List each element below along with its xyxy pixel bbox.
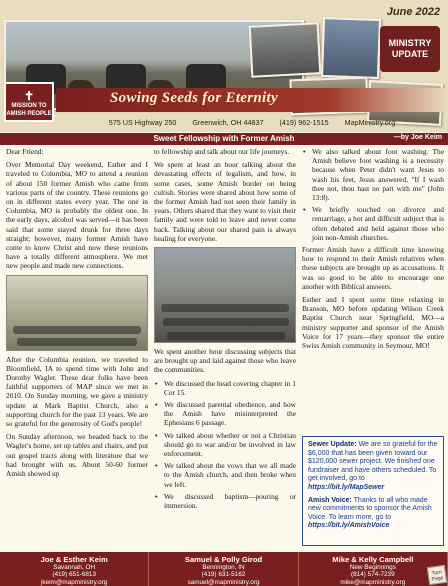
contact-phone: (419) 651-6813	[52, 571, 97, 579]
contact-name: Samuel & Polly Girod	[184, 555, 263, 564]
contact-city: New Beginnings	[349, 564, 396, 571]
greeting: Dear Friend:	[6, 147, 44, 156]
contacts-footer	[0, 552, 448, 586]
article-title-bar	[0, 133, 448, 145]
ministry-update-badge: MINISTRY UPDATE	[380, 26, 440, 72]
contact-name: Mike & Kelly Campbell	[332, 555, 414, 564]
list-item: • We talked about the vows that we all made to the Amish church, and then broke when we left.	[154, 461, 296, 489]
phone-number: (419) 962-1515	[279, 117, 329, 127]
amish-voice-title: Amish Voice:	[308, 496, 352, 504]
turn-page-corner[interactable]: Turn Page	[427, 565, 447, 585]
contact-city: Bennington, IN	[202, 564, 245, 571]
contact-name: Joe & Esther Keim	[40, 555, 108, 564]
masthead	[0, 0, 448, 132]
congregation-photo	[321, 17, 381, 79]
group-photo	[249, 22, 322, 78]
list-item: • We discussed baptism—pouring or immersion.	[154, 492, 296, 510]
address-bar	[56, 114, 448, 130]
paragraph: to fellowship and talk about our life journeys.	[154, 147, 290, 156]
city-state: Greenwich, OH 44837	[192, 117, 264, 127]
paragraph: After the Columbia reunion, we traveled to Bloomfield, IA to spend time with John and Dorothy Wagler. These dear folks have been faithful supporters of MAP since we met in 2010. On Sunday morning, we gave a ministry update at Mark Baptist Church, also a supporting church for the past 13 years. We are so grateful for the generosity of God's people!	[6, 354, 148, 429]
contact-girod	[149, 552, 298, 586]
paragraph: We spent another hour discussing subjects that are brought up and laid against those who leave the communities.	[154, 347, 296, 375]
logo-text: MISSION TO AMISH PEOPLE	[6, 103, 52, 117]
contact-campbell	[299, 552, 448, 586]
article-byline: —by Joe Keim	[393, 134, 442, 141]
fellowship-photo	[154, 247, 296, 343]
reunion-photo	[6, 275, 148, 351]
tagline: Sowing Seeds for Eternity	[110, 90, 278, 106]
updates-callout	[302, 436, 444, 546]
map-logo	[4, 82, 54, 122]
logo-mark: ✝	[23, 89, 35, 103]
column-1	[6, 147, 148, 482]
paragraph: On Sunday afternoon, we headed back to the Wagler's home, set up tables and chairs, and put out gospel tracts along with literature that we had brought with us. About 50-60 former Amish showed up	[6, 432, 148, 479]
list-item: • We discussed the head covering chapter in 1 Cor 15.	[154, 379, 296, 397]
website-link[interactable]: MapMinistry.org	[344, 117, 396, 127]
column-3	[302, 147, 444, 354]
list-item: • We also talked about foot washing. The Amish believe foot washing is a necessity because when Peter didn't want Jesus to wash his feet, Jesus answered, "If I wash thee not, thou hast no part with me" (John 13:8).	[302, 147, 444, 202]
sewer-link[interactable]: https://bit.ly/MapSewer	[308, 483, 385, 491]
contact-email[interactable]: mike@mapministry.org	[340, 578, 406, 586]
contact-keim	[0, 552, 149, 586]
paragraph: Over Memorial Day weekend, Esther and I traveled to Columbia, MO to attend a reunion of about 150 former Amish who came from various parts of the country. These reunions go on in different states every year. The one in Columbia, MO is probably the oldest one. In the early days, alcohol was served—it has been said that some stayed drunk for three days straight; however, many former Amish have come to know Christ and now these reunions have a totally different atmosphere. We met new people and made new connections.	[6, 160, 148, 271]
contact-phone: (419) 631-5162	[201, 571, 246, 579]
contact-email[interactable]: samuel@mapministry.org	[187, 578, 260, 586]
street-address: 575 US Highway 250	[108, 117, 177, 127]
sewer-update	[308, 441, 438, 493]
article-headline: Sweet Fellowship with Former Amish	[153, 134, 295, 143]
list-item: • We talked about whether or not a Christian should go to war and/or be involved in law enforcement.	[154, 431, 296, 459]
paragraph: We spent at least an hour talking about the devastating effects of legalism, and how, in some cases, some Amish border on being cultish. Stories were shared about how some of the former Amish had not seen their family in years. Others shared that they want to visit their family and were told to leave and never come back. Talking about our shared pain is always healing for everyone.	[154, 160, 296, 243]
sewer-update-title: Sewer Update:	[308, 441, 357, 448]
paragraph: Former Amish have a difficult time knowing how to respond to their Amish relatives when these subjects are brought up as accusations. It was so good to be able to encourage one another with Biblical answers.	[302, 245, 444, 291]
amish-voice-link[interactable]: https://bit.ly/AmishVoice	[308, 522, 390, 530]
discussion-list-continued	[302, 147, 444, 242]
contact-phone: (814) 574-7239	[350, 571, 395, 579]
contact-city: Savannah, OH	[53, 564, 96, 571]
issue-date: June 2022	[386, 6, 440, 18]
amish-voice-text: Thanks to all who made new commitments to sponsor the Amish Voice. To learn more, go to	[308, 496, 432, 521]
column-2	[154, 147, 296, 513]
list-item: • We briefly touched on divorce and remarriage, a hot and difficult subject that is often debated and held against those who join non-Amish churches.	[302, 205, 444, 242]
amish-voice-update	[308, 497, 438, 531]
discussion-list	[154, 379, 296, 511]
list-item: • We discussed parental obedience, and how the Amish have misinterpreted the Ephesians 6 passage.	[154, 400, 296, 428]
paragraph: Esther and I spent some time relaxing in Branson, MO before updating Wilson Creek Baptist Church near Springfield, MO—a ministry supporter and sponsor of the Amish Voice for 17 years—they sponsor the entire Swiss Amish community in Seymour, MO!	[302, 295, 444, 351]
sewer-update-text: We are so grateful for the $6,000 that has been given toward our $120,000 sewer project. We finished one fundraiser and have others scheduled. To get involved, go to	[308, 441, 438, 483]
contact-email[interactable]: jkeim@mapministry.org	[40, 578, 108, 586]
